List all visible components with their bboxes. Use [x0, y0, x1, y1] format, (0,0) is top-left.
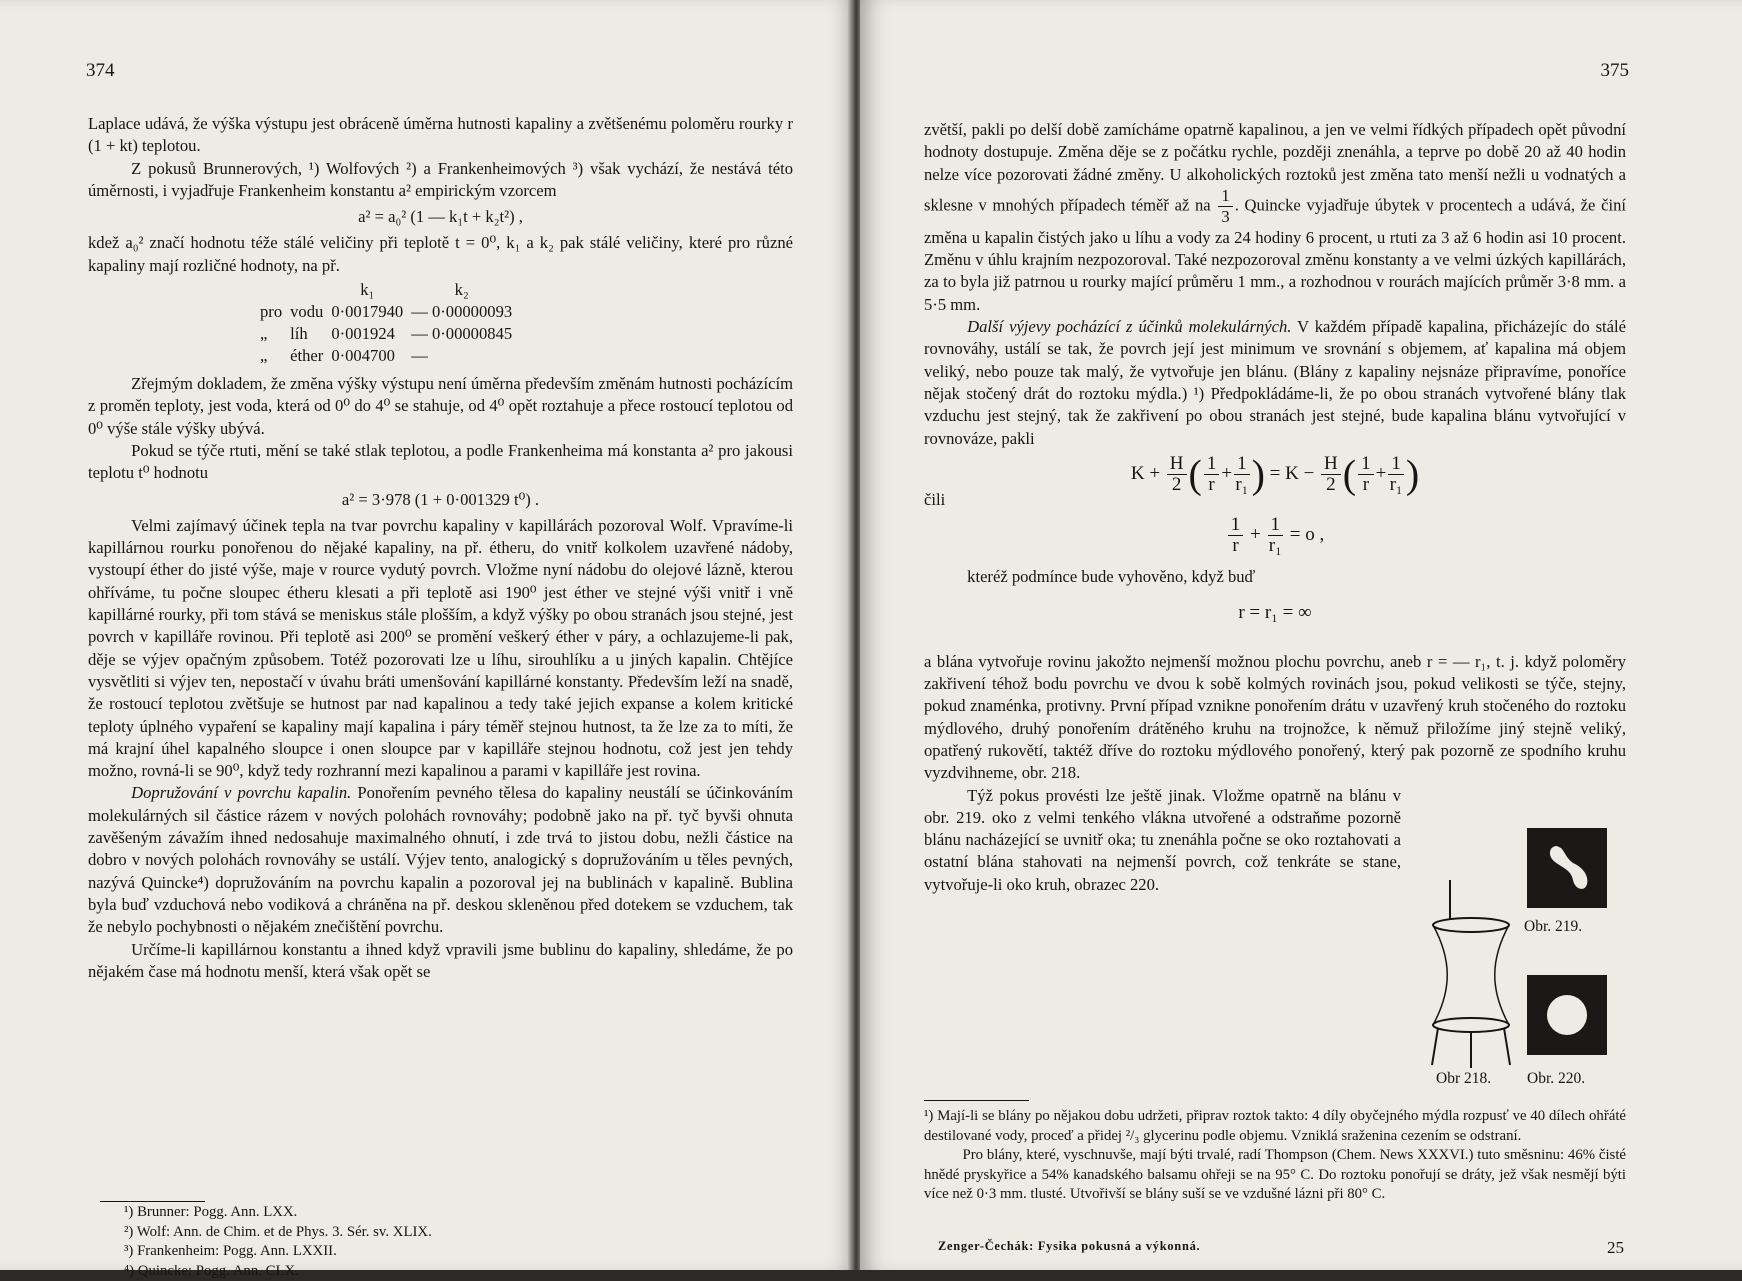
- fraction-numerator: 1: [1358, 454, 1374, 475]
- figure-caption: Obr 218.: [1436, 1070, 1491, 1088]
- footnote: ¹) Mají-li se blány po nějakou dobu udržeti, připrav roztok takto: 4 díly obyčejného mýdla rozpusť ve 40 dílech ohřáté destilované vody, proceď a přidej ²/₃ glycerinu podle objemu. Vzniklá sraženina cezením se odstraní.: [924, 1107, 1626, 1146]
- fraction-denominator: r₁: [1234, 475, 1250, 495]
- footnotes-right: [924, 1107, 1626, 1205]
- table-cell: líh: [290, 323, 331, 345]
- equation-zero: $\frac{1}{r}$ + $\frac{1}{\text{r₁}}$ = o ,: [924, 515, 1626, 556]
- fraction: [1228, 515, 1244, 556]
- loop-icon: [1527, 828, 1607, 908]
- paragraph: kdež a₀² značí hodnotu téže stálé veličiny při teplotě t = 0⁰, k₁ a k₂ pak stálé veličiny, které pro různé kapaliny mají rozličné hodnoty, na př.: [88, 232, 793, 277]
- fraction-numerator: H: [1167, 454, 1187, 475]
- table-header-row: [260, 279, 520, 301]
- table-cell: —: [411, 345, 520, 367]
- fraction-numerator: H: [1321, 454, 1341, 475]
- fraction-numerator: 1: [1388, 454, 1404, 475]
- table-cell: 0·001924: [331, 323, 411, 345]
- signature-mark: 25: [1607, 1238, 1624, 1258]
- fraction-denominator: 2: [1167, 475, 1187, 495]
- fraction-denominator: r: [1358, 475, 1374, 495]
- figure-218: [1430, 880, 1512, 1070]
- fraction-denominator: r: [1228, 536, 1244, 556]
- paragraph: [924, 316, 1626, 450]
- left-page: [0, 0, 856, 1270]
- fraction-denominator: r: [1204, 475, 1220, 495]
- paragraph: a blána vytvořuje rovinu jakožto nejmenší možnou plochu povrchu, aneb r = — r₁, t. j. když poloměry zakřivení téhož bodu povrchu ve dvou k sobě kolmých rovinách jsou, pokud velikosti se týče, stejny, pokud znaménka, protivny. První případ vznikne ponořením drátu v uzavřený kruh stočeného do roztoku mýdlového, druhý ponořením drátěného kruhu na trojnožce, k němuž přiložíme jiný stejně veliký, opatřený rukovětí, taktéž dříve do roztoku mýdlového ponořený, který pak pozorně ze spodního kruhu vyzdvihneme, obr. 218.: [924, 651, 1626, 785]
- paren: ): [1406, 451, 1419, 496]
- equation-part: K +: [1131, 463, 1160, 484]
- right-page: [860, 0, 1742, 1270]
- fraction-numerator: 1: [1204, 454, 1220, 475]
- left-page-text: [88, 113, 793, 983]
- paragraph: Určíme-li kapillárnou konstantu a ihned když vpravili jsme bublinu do kapaliny, shledáme, že po nějakém čase má hodnotu menší, která však opět se: [88, 939, 793, 984]
- equation: a² = 3·978 (1 + 0·001329 t⁰) .: [88, 489, 793, 511]
- imprint: Zenger-Čechák: Fysika pokusná a výkonná.: [938, 1239, 1200, 1254]
- fraction: [1204, 454, 1220, 495]
- paragraph: kteréž podmínce bude vyhověno, když buď: [924, 566, 1626, 588]
- footnote: Pro blány, které, vyschnuvše, mají býti trvalé, radí Thompson (Chem. News XXXVI.) tuto směsninu: 46% čisté hnědé pryskyřice a 54% kanadského balsamu ohřeji se na 95° C. Do roztoku ponořují se dráty, jež však nesmějí býti více než 0·3 mm. tlusté. Utvořivší se blány suší se ve vzdušné lázni při 80° C.: [924, 1146, 1626, 1205]
- paren: (: [1189, 451, 1202, 496]
- paragraph: [924, 119, 1626, 316]
- paragraph: Velmi zajímavý účinek tepla na tvar povrchu kapaliny v kapillárách pozoroval Wolf. Vpravíme-li kapillárnou rourku ponořenou do nějaké kapaliny, na př. étheru, do vnitř kolkolem uzavřené nádoby, vystoupí éther do jisté výše, maje v rource vydutý povrch. Vložme nyní nádobu do olejové lázně, kterou ohříváme, tu počne sloupec étheru klesati a při teplotě asi 190⁰ jest éther ve stejné výši vnitř i vně kapillárné rourky, při tom stává se meniskus stále plošším, a když výšky po obou stranách jsou stejné, jest povrch v kapilláře rovinou. Při teplotě asi 200⁰ se promění veškerý éther v páry, a ochlazujeme-li pak, děje se výjev opačným způsobem. Totéž pozorovati lze u líhu, sirouhlíku a u jiných kapalin. Chtějíce vysvětliti si výjev ten, nepostačí v úvahu bráti umenšování kapillárné konstanty. Především leží na snadě, že rostoucí teplotou zvětšuje se hutnost par nad kapalinou a tedy také jejich expanse a kolem kritické teploty úplného vypaření se kapaliny mají kapalina i páry téměř stejnou hutnost, ta že lze za to míti, že má krajní úhel kapalného sloupce i onen sloupce par v kapilláře stejnou hodnotu, což jest jen tehdy možno, rovná-li se 90⁰, když tedy rozhranní mezi kapalinou a parami v kapilláře jest rovina.: [88, 515, 793, 783]
- right-page-text: [924, 119, 1626, 896]
- fraction: [1167, 454, 1187, 495]
- paragraph: [88, 782, 793, 938]
- circle-icon: [1527, 975, 1607, 1055]
- table-cell: „: [260, 345, 290, 367]
- fraction: [1358, 454, 1374, 495]
- footnotes-left: [124, 1203, 644, 1281]
- table-row: [260, 345, 520, 367]
- figure-220: [1527, 975, 1607, 1055]
- fraction-numerator: 1: [1218, 186, 1232, 207]
- footnote-rule: [924, 1100, 1029, 1101]
- table-row: [260, 323, 520, 345]
- table-cell: 0·004700: [331, 345, 411, 367]
- fraction-denominator: 2: [1321, 475, 1341, 495]
- table-header: k₂: [411, 279, 520, 301]
- equation-part: = o ,: [1290, 524, 1324, 545]
- footnote: ²) Wolf: Ann. de Chim. et de Phys. 3. Sér. sv. XLIX.: [124, 1223, 644, 1243]
- footnote: ³) Frankenheim: Pogg. Ann. LXXII.: [124, 1242, 644, 1262]
- page-number-left: 374: [86, 60, 115, 82]
- figure-219: [1527, 828, 1607, 908]
- fraction-numerator: 1: [1268, 515, 1284, 536]
- label-cili: čili: [924, 489, 1626, 511]
- paragraph-text: zvětší, pakli po delší době zamícháme opatrně kapalinou, a jen ve velmi řídkých případech opět původní hodnoty dostupuje. Změna děje se z počátku rychle, později znenáhla, a teprve po době 20 až 40 hodin nelze více pozorovati žádné změny. U alkoholických roztoků jest změna tato menší nežli u vodnatých a sklesne v mnohých případech téměř až na: [924, 120, 1626, 214]
- table-row: [260, 301, 520, 323]
- equation-equilibrium: K + $\frac{H}{2}$ ( $\frac{1}{r}$ + $\frac{1}{\text{r₁}}$ ) = K − $\frac{H}{2}$ ( $\frac{1}{r}$ + $\frac{1}{\text{r₁}}$ ): [924, 454, 1626, 495]
- page-number-right: 375: [1601, 60, 1630, 82]
- section-title: Dopružování v povrchu kapalin.: [131, 783, 351, 802]
- paragraph: Pokud se týče rtuti, mění se také stlak teplotou, a podle Frankenheima má konstanta a² pro jakousi teplotu t⁰ hodnotu: [88, 440, 793, 485]
- paragraph-text: Ponořením pevného tělesa do kapaliny neustálí se účinkováním molekulárných sil částice rázem v nových polohách rovnováhy; podobně jako na př. tyč byvši ohnuta zavěšeným závažím ihned nedosahuje maximalného ohnutí, i zde trvá to jistou dobu, nežli částice na dobro v nových polohách rovnováhy se ustálí. Výjev tento, analogický s dopružováním u těles pevných, nazývá Quincke⁴) dopružováním na povrchu kapalin a pozoroval jej na bublinách v kapalině. Bublina byla buď vzduchová nebo vodiková a chráněna na př. deskou skleněnou před dotekem se vzduchem, tak že nebylo pochybnosti o nějakém znečištění povrchu.: [88, 783, 793, 936]
- table-cell: 0·0017940: [331, 301, 411, 323]
- fraction: [1268, 515, 1284, 556]
- fraction: [1234, 454, 1250, 495]
- paren: ): [1252, 451, 1265, 496]
- fraction-denominator: r₁: [1388, 475, 1404, 495]
- figure-caption: Obr. 219.: [1524, 918, 1582, 936]
- paragraph: Z pokusů Brunnerových, ¹) Wolfových ²) a Frankenheimových ³) však vychází, že nestává této úměrnosti, i vyjadřuje Frankenheim konstantu a² empirickým vzorcem: [88, 158, 793, 203]
- paren: (: [1343, 451, 1356, 496]
- fraction: [1388, 454, 1404, 495]
- paragraph-text: . Quincke vyjadřuje úbytek v procentech a udává, že činí změna u kapalin čistých jako u líhu a vody za 24 hodiny 6 procent, u rtuti za 3 až 6 hodin asi 10 procent. Změnu v úhlu krajním nezpozoroval. Také nezpozoroval změnu konstanty a ve velmi úzkých kapillárách, za to byla již patrnou u rourky mající průměru 1 mm., a rozhodnou v rourách majících průměr 3·8 mm. a 5·5 mm.: [924, 195, 1626, 314]
- table-header: k₁: [331, 279, 411, 301]
- constants-table: [260, 279, 520, 367]
- equation: r = r₁ = ∞: [924, 602, 1626, 624]
- paragraph: Zřejmým dokladem, že změna výšky výstupu není úměrna především změnám hutnosti pocházícím z proměn teploty, jest voda, která od 0⁰ do 4⁰ se stahuje, od 4⁰ opět roztahuje a přece rostoucí teplotou od 0⁰ výše stále výšky ubývá.: [88, 373, 793, 440]
- fraction: [1218, 186, 1232, 227]
- table-cell: vodu: [290, 301, 331, 323]
- equation-part: = K −: [1270, 463, 1315, 484]
- fraction-numerator: 1: [1234, 454, 1250, 475]
- paragraph: Laplace udává, že výška výstupu jest obráceně úměrna hutnosti kapaliny a zvětšenému poloměru rourky r (1 + kt) teplotou.: [88, 113, 793, 158]
- table-cell: — 0·00000845: [411, 323, 520, 345]
- footnote: ⁴) Quincke: Pogg. Ann. CLX.: [124, 1262, 644, 1281]
- figure-caption: Obr. 220.: [1527, 1070, 1585, 1088]
- table-cell: pro: [260, 301, 290, 323]
- table-cell: — 0·00000093: [411, 301, 520, 323]
- table-cell: éther: [290, 345, 331, 367]
- fraction-denominator: r₁: [1268, 536, 1284, 556]
- table-cell: „: [260, 323, 290, 345]
- fraction: [1321, 454, 1341, 495]
- equation: a² = a₀² (1 — k₁t + k₂t²) ,: [88, 206, 793, 228]
- paragraph-text: V každém případě kapalina, přicházejíc do stálé rovnováhy, ustálí se tak, že povrch její jest minimum ve srovnání s objemem, ať kapalina má objem veliký, nebo pouze tak malý, že vytvořuje jen blánu. (Blány z kapaliny nejsnáze připravíme, ponoříce nějak stočený drát do roztoku mýdla.) ¹) Předpokládáme-li, že po obou stranách vytvořené blány tlak vzduchu jest stejný, tak že zakřivení po obou stranách jest stejné, bude kapalina blánu vytvořující v rovnováze, pakli: [924, 317, 1626, 447]
- fraction-denominator: 3: [1218, 207, 1232, 227]
- footnote-rule: [100, 1201, 205, 1202]
- paragraph: Týž pokus provésti lze ještě jinak. Vložme opatrně na blánu v obr. 219. oko z velmi tenkého vlákna utvořené a odstraňme pozorně blánu nacházející se uvnitř oka; tu znenáhla počne se oko roztahovati a ostatní blána stahovati na nejmenší povrch, což tenkráte se stane, vytvořuje-li oko kruh, obrazec 220.: [924, 785, 1401, 896]
- section-title: Další výjevy pocházící z účinků molekulárných.: [967, 317, 1291, 336]
- fraction-numerator: 1: [1228, 515, 1244, 536]
- footnote: ¹) Brunner: Pogg. Ann. LXX.: [124, 1203, 644, 1223]
